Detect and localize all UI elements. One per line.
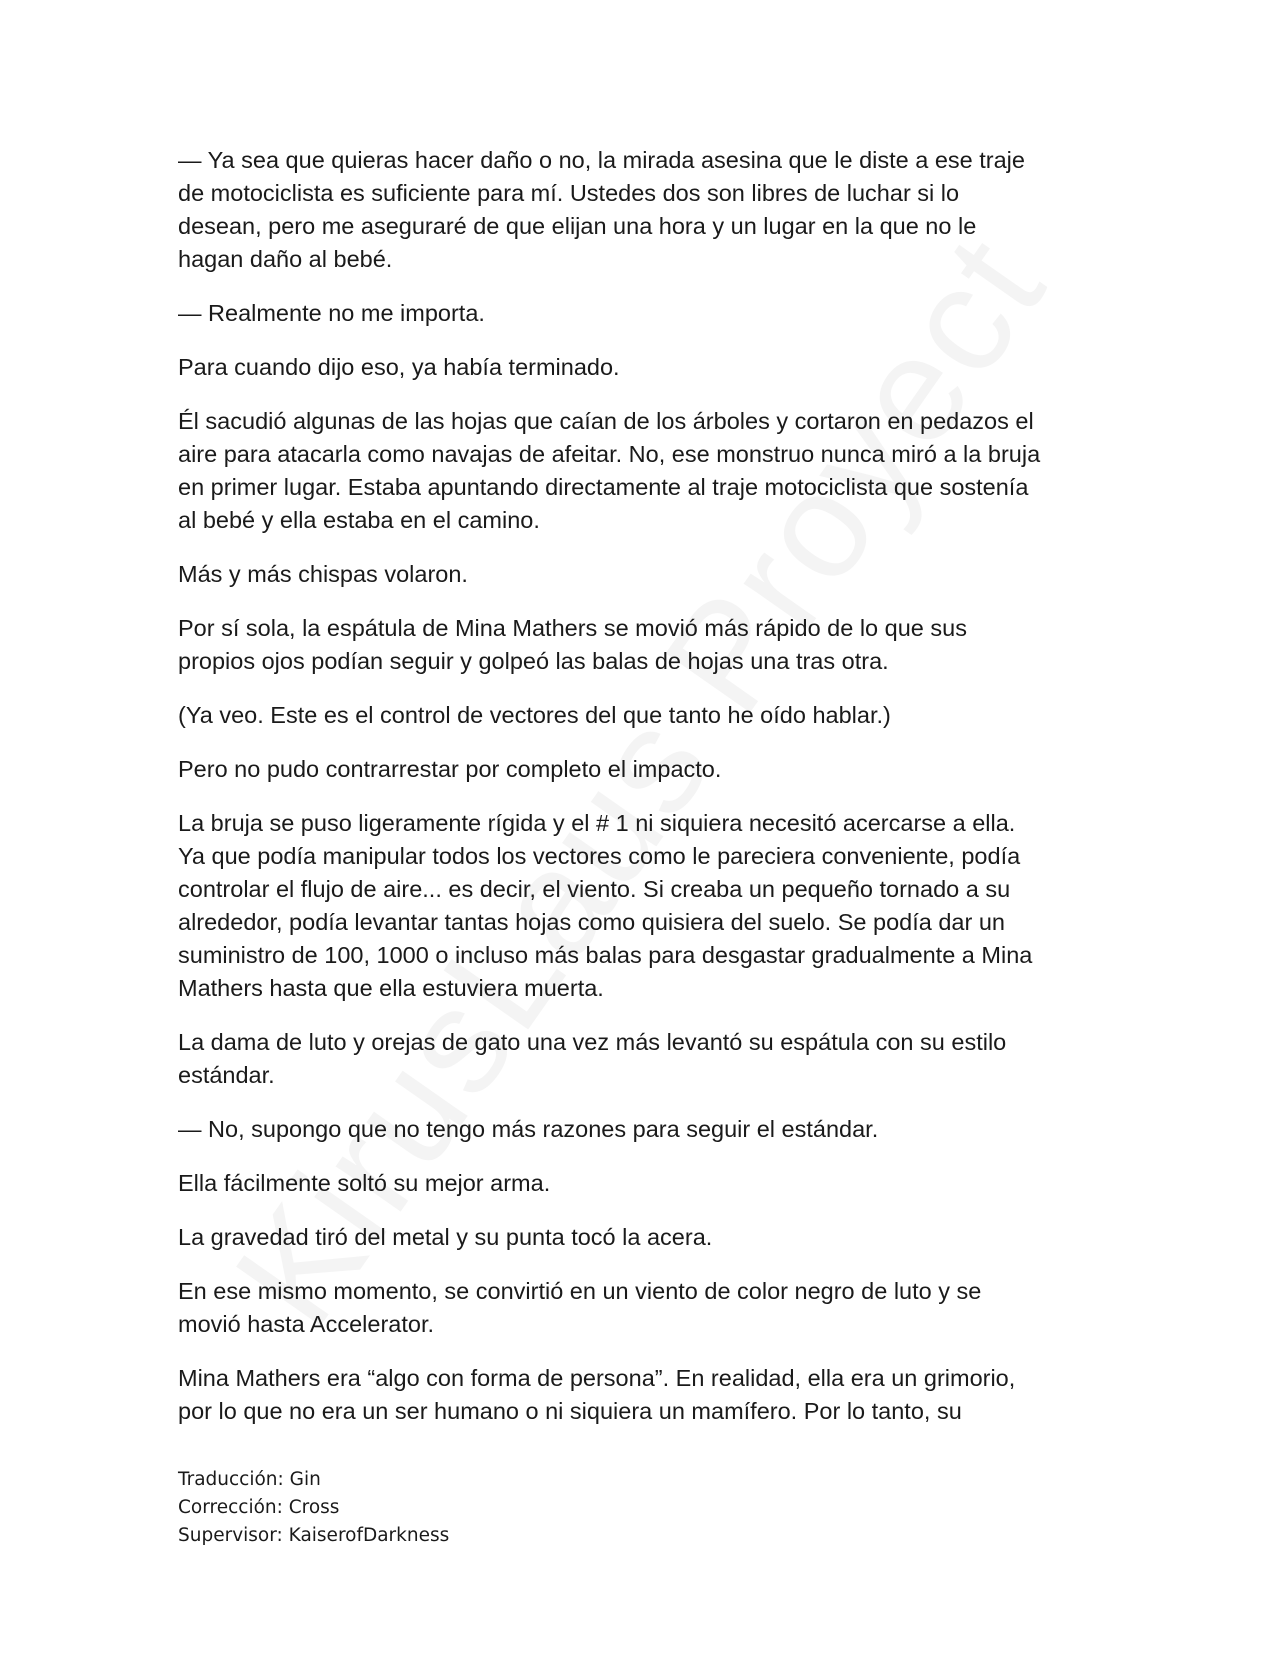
paragraph: La dama de luto y orejas de gato una vez más levantó su espátula con su estilo estándar.	[178, 1029, 1007, 1088]
paragraph: Ella fácilmente soltó su mejor arma.	[178, 1170, 551, 1196]
paragraph: La gravedad tiró del metal y su punta tocó la acera.	[178, 1224, 713, 1250]
credit-supervisor: Supervisor: KaiserofDarkness	[178, 1525, 450, 1546]
paragraph: La bruja se puso ligeramente rígida y el # 1 ni siquiera necesitó acercarse a ella. Ya que podía manipular todos los vectores como le pareciera conveniente, podía controlar el flujo de aire... es decir, el viento. Si creaba un pequeño tornado a su alrededor, podía levantar tantas hojas como quisiera del suelo. Se podía dar un suministro de 100, 1000 o incluso más balas para desgastar gradualmente a Mina Mathers hasta que ella estuviera muerta.	[178, 810, 1033, 1001]
body-text	[178, 144, 1108, 1449]
paragraph: En ese mismo momento, se convirtió en un viento de color negro de luto y se movió hasta Accelerator.	[178, 1278, 982, 1337]
paragraph: Más y más chispas volaron.	[178, 561, 468, 587]
paragraph: Él sacudió algunas de las hojas que caían de los árboles y cortaron en pedazos el aire para atacarla como navajas de afeitar. No, ese monstruo nunca miró a la bruja en primer lugar. Estaba apuntando directamente al traje motociclista que sostenía al bebé y ella estaba en el camino.	[178, 408, 1041, 533]
paragraph: Para cuando dijo eso, ya había terminado.	[178, 354, 620, 380]
credit-correction: Corrección: Cross	[178, 1497, 340, 1518]
paragraph: Mina Mathers era “algo con forma de persona”. En realidad, ella era un grimorio, por lo que no era un ser humano o ni siquiera un mamífero. Por lo tanto, su	[178, 1365, 1016, 1424]
paragraph: Pero no pudo contrarrestar por completo el impacto.	[178, 756, 722, 782]
paragraph: Por sí sola, la espátula de Mina Mathers se movió más rápido de lo que sus propios ojos podían seguir y golpeó las balas de hojas una tras otra.	[178, 615, 967, 674]
paragraph: (Ya veo. Este es el control de vectores del que tanto he oído hablar.)	[178, 702, 891, 728]
paragraph: — Ya sea que quieras hacer daño o no, la mirada asesina que le diste a ese traje de motociclista es suficiente para mí. Ustedes dos son libres de luchar si lo desean, pero me aseguraré de que elijan una hora y un lugar en la que no le hagan daño al bebé.	[178, 147, 1025, 272]
paragraph: — No, supongo que no tengo más razones para seguir el estándar.	[178, 1116, 879, 1142]
credit-translation: Traducción: Gin	[178, 1469, 321, 1490]
credits	[178, 1466, 449, 1550]
paragraph: — Realmente no me importa.	[178, 300, 485, 326]
